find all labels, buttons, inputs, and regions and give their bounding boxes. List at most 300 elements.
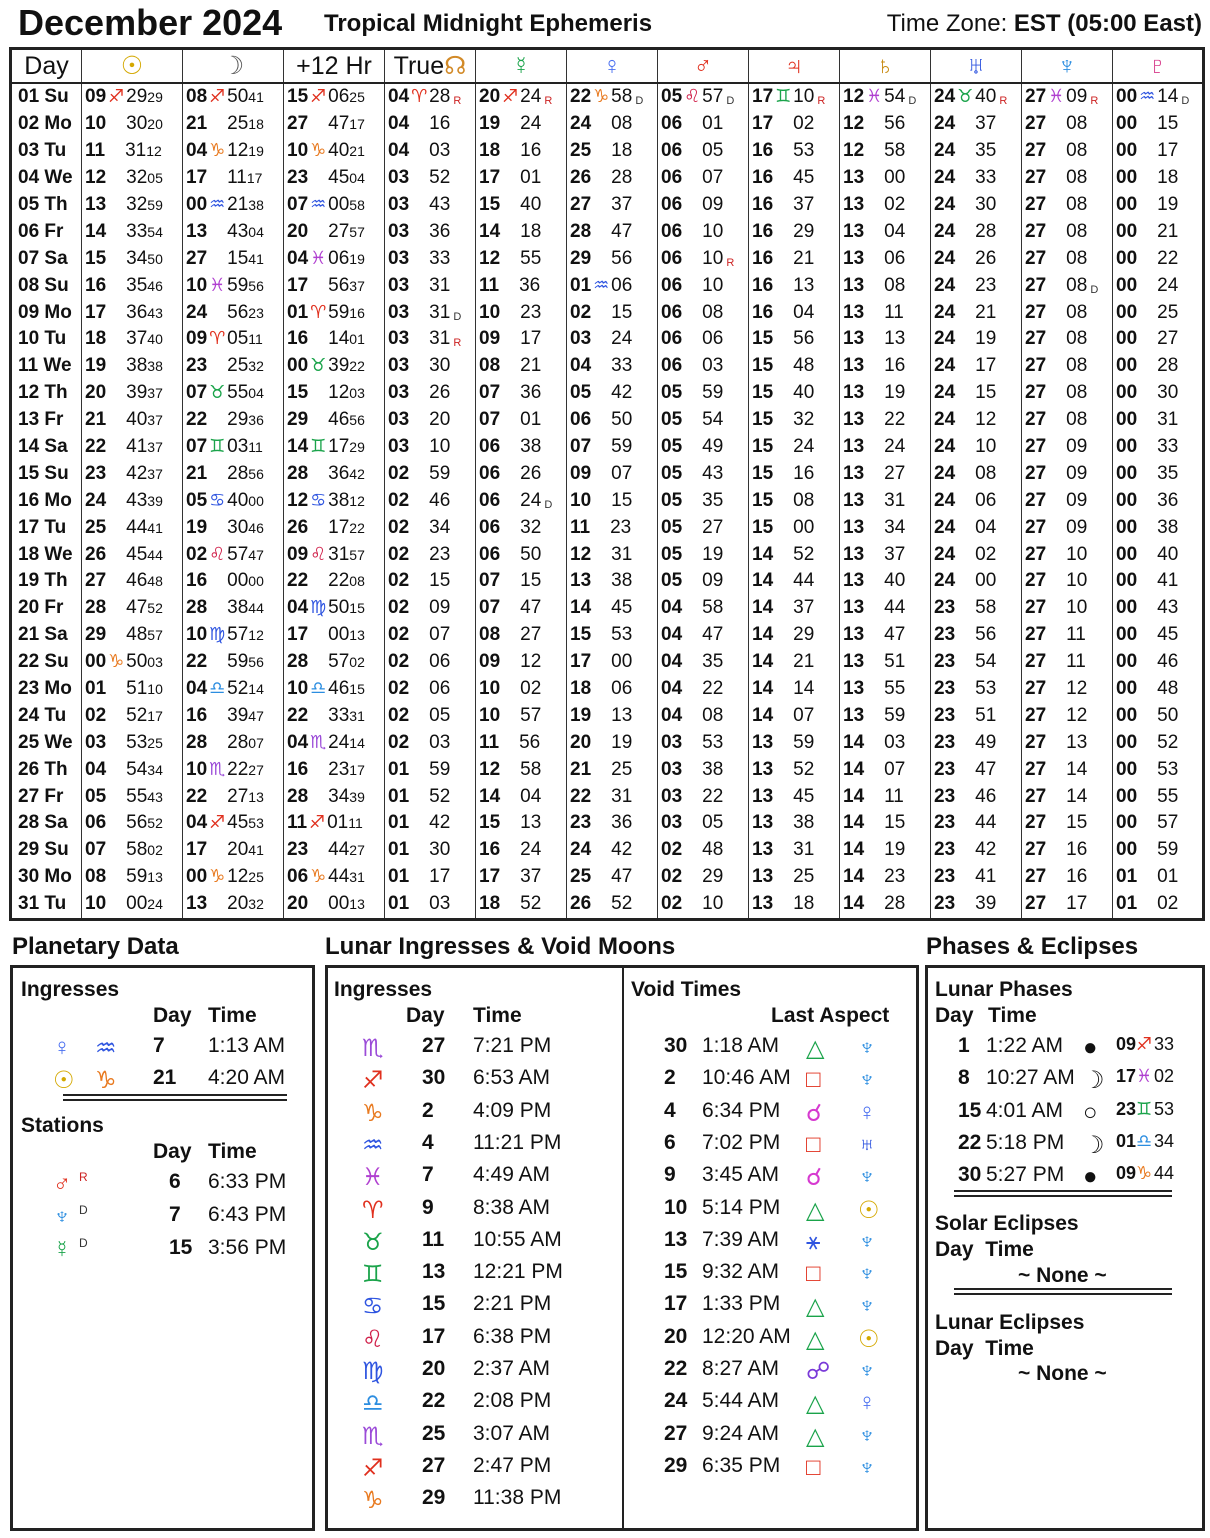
minute-value: 43 xyxy=(429,194,451,215)
divider xyxy=(622,968,624,1528)
table-cell xyxy=(840,434,931,461)
minute-value: 35 xyxy=(126,274,148,296)
minute-value: 34 xyxy=(126,247,148,269)
degree-value: 05 xyxy=(661,382,683,404)
table-cell xyxy=(82,138,183,165)
minute-value: 41 xyxy=(126,436,148,458)
table-cell xyxy=(82,810,183,837)
minute-value: 24 xyxy=(520,489,542,511)
ingress-day: 7 xyxy=(153,1034,165,1057)
planet-icon: ♆ xyxy=(858,1034,876,1061)
table-cell xyxy=(931,756,1022,783)
minute-value: 52 xyxy=(793,758,815,780)
minute-value: 02 xyxy=(975,543,997,565)
table-cell xyxy=(1113,380,1204,407)
minute-value: 24 xyxy=(328,731,350,753)
sign-glyph: ♒ xyxy=(209,194,226,214)
table-cell xyxy=(1113,541,1204,568)
moon-phase-icon: ○ xyxy=(1083,1098,1098,1126)
second-value: 03 xyxy=(349,385,365,402)
minute-value: 14 xyxy=(1066,785,1088,807)
table-cell xyxy=(658,138,749,165)
second-value: 10 xyxy=(147,681,163,698)
minute-value: 44 xyxy=(793,570,815,592)
table-cell xyxy=(183,676,284,703)
minute-value: 17 xyxy=(429,866,451,888)
second-value: 52 xyxy=(147,815,163,832)
degree-value: 16 xyxy=(752,167,774,189)
table-cell xyxy=(749,891,840,919)
table-cell xyxy=(1022,622,1113,649)
degree-value: 05 xyxy=(661,86,683,108)
minute-value: 09 xyxy=(429,597,451,619)
table-row xyxy=(11,138,1204,165)
minute-value: 09 xyxy=(1066,436,1088,458)
degree-value: 25 xyxy=(570,140,592,162)
table-cell xyxy=(82,595,183,622)
second-value: 41 xyxy=(147,519,163,536)
table-cell xyxy=(385,192,476,219)
void-time: 8:27 AM xyxy=(702,1357,780,1380)
degree-value: 27 xyxy=(1025,624,1047,646)
page-subtitle: Tropical Midnight Ephemeris xyxy=(324,10,653,37)
second-value: 13 xyxy=(248,788,264,805)
table-cell xyxy=(1022,218,1113,245)
ingress-time: 11:21 PM xyxy=(473,1130,562,1154)
table-cell xyxy=(658,272,749,299)
table-cell xyxy=(183,649,284,676)
direct-flag: D xyxy=(1087,283,1099,296)
minute-value: 24 xyxy=(520,839,542,861)
table-cell: 13 Fr xyxy=(18,409,64,431)
degree-value: 00 xyxy=(1116,462,1138,484)
minute-value: 59 xyxy=(328,301,350,323)
table-cell: 12 Th xyxy=(18,382,68,404)
minute-value: 30 xyxy=(1157,382,1179,404)
second-value: 57 xyxy=(147,627,163,644)
minute-value: 25 xyxy=(611,758,633,780)
degree-value: 27 xyxy=(1025,812,1047,834)
table-cell xyxy=(1113,783,1204,810)
station-time: 3:56 PM xyxy=(208,1236,287,1259)
table-cell xyxy=(658,218,749,245)
sign-glyph: ♊ xyxy=(209,436,226,457)
minute-value: 53 xyxy=(793,140,815,162)
degree-value: 02 xyxy=(661,893,683,915)
minute-value: 39 xyxy=(328,355,350,377)
table-cell xyxy=(1113,353,1204,380)
degree-value: 16 xyxy=(287,328,309,350)
minute-value: 04 xyxy=(793,301,815,323)
minute-value: 38 xyxy=(793,812,815,834)
lunar-ecl-time-label: Time xyxy=(985,1337,1034,1360)
table-cell xyxy=(385,380,476,407)
second-value: 11 xyxy=(348,815,363,832)
second-value: 32 xyxy=(248,896,264,913)
stations-time-label: Time xyxy=(208,1140,257,1163)
table-cell xyxy=(284,568,385,595)
table-cell xyxy=(567,165,658,192)
degree-value: 24 xyxy=(934,167,956,189)
planet-icon: ♅ xyxy=(858,1130,876,1158)
phase-time: 4:01 AM xyxy=(986,1098,1064,1122)
minute-value: 33 xyxy=(1157,436,1179,458)
sign-glyph: ♐ xyxy=(209,812,226,833)
minute-value: 22 xyxy=(702,678,724,700)
minute-value: 50 xyxy=(611,409,633,431)
minute-value: 09 xyxy=(1066,489,1088,511)
degree-value: 00 xyxy=(1116,194,1138,215)
minute-value: 10 xyxy=(1066,597,1088,619)
second-value: 12 xyxy=(146,143,162,160)
minute-value: 23 xyxy=(429,543,451,565)
aspect-icon: △ xyxy=(806,1390,825,1418)
table-cell xyxy=(385,272,476,299)
degree-value: 27 xyxy=(1025,247,1047,269)
table-cell xyxy=(749,460,840,487)
minute-value: 47 xyxy=(520,597,542,619)
degree-value: 23 xyxy=(934,731,956,753)
degree-value: 04 xyxy=(388,86,410,108)
minute-value: 24 xyxy=(793,436,815,458)
table-cell xyxy=(840,272,931,299)
table-cell xyxy=(1022,568,1113,595)
minute-value: 36 xyxy=(429,220,451,242)
station-flag: R xyxy=(79,1170,88,1184)
minute-value: 00 xyxy=(126,893,148,915)
table-cell xyxy=(476,514,567,541)
degree-value: 00 xyxy=(1116,731,1138,753)
degree-value: 03 xyxy=(388,247,410,269)
degree-value: 15 xyxy=(479,812,501,834)
minute-value: 27 xyxy=(1157,328,1179,350)
minute-value: 48 xyxy=(793,355,815,377)
minute-value: 34 xyxy=(884,516,906,538)
degree-value: 27 xyxy=(1025,328,1047,350)
minute-value: 50 xyxy=(1157,704,1179,726)
minute-value: 55 xyxy=(126,785,148,807)
degree-value: 13 xyxy=(186,893,208,915)
minute-value: 50 xyxy=(126,651,148,673)
degree-value: 13 xyxy=(570,570,592,592)
ingress-time: 4:09 PM xyxy=(473,1098,552,1122)
table-cell xyxy=(658,756,749,783)
table-cell xyxy=(749,837,840,864)
table-cell xyxy=(284,622,385,649)
void-day: 13 xyxy=(664,1227,688,1251)
second-value: 16 xyxy=(349,304,365,321)
degree-value: 05 xyxy=(661,462,683,484)
degree-value: 03 xyxy=(661,758,683,780)
aspect-icon: △ xyxy=(806,1293,825,1321)
second-value: 57 xyxy=(349,546,365,563)
degree-value: 23 xyxy=(287,167,309,189)
table-cell xyxy=(1113,245,1204,272)
degree-value: 27 xyxy=(1025,436,1047,458)
minute-value: 27 xyxy=(702,516,724,538)
degree-value: 15 xyxy=(752,355,774,377)
table-cell xyxy=(385,756,476,783)
minute-value: 28 xyxy=(611,167,633,189)
degree-value: 29 xyxy=(287,409,309,431)
degree-value: 13 xyxy=(843,462,865,484)
degree-value: 20 xyxy=(85,382,107,404)
degree-value: 14 xyxy=(752,704,774,726)
phase-degree: 09 xyxy=(1116,1034,1137,1054)
degree-value: 00 xyxy=(1116,409,1138,431)
degree-value: 23 xyxy=(934,651,956,673)
table-cell xyxy=(658,299,749,326)
sign-glyph: ♊ xyxy=(775,86,792,107)
table-cell xyxy=(284,138,385,165)
degree-value: 10 xyxy=(186,624,208,646)
degree-value: 27 xyxy=(1025,355,1047,377)
table-cell xyxy=(658,192,749,219)
minute-value: 32 xyxy=(126,194,148,215)
table-cell xyxy=(385,514,476,541)
table-row xyxy=(11,810,1204,837)
table-cell xyxy=(82,891,183,919)
void-day: 24 xyxy=(664,1389,688,1413)
table-cell: 06 Fr xyxy=(18,220,64,242)
sign-icon: ♓ xyxy=(1136,1066,1153,1087)
table-cell: 08 Su xyxy=(18,274,69,296)
tz-label: Time Zone: xyxy=(886,10,1008,37)
minute-value: 52 xyxy=(429,785,451,807)
table-cell xyxy=(385,165,476,192)
degree-value: 04 xyxy=(186,812,208,834)
degree-value: 09 xyxy=(186,328,208,350)
void-time: 9:32 AM xyxy=(702,1260,780,1284)
degree-value: 00 xyxy=(1116,839,1138,861)
second-value: 19 xyxy=(349,250,365,267)
sign-glyph: ♒ xyxy=(593,274,610,295)
second-value: 39 xyxy=(349,788,365,805)
degree-value: 00 xyxy=(1116,247,1138,269)
degree-value: 15 xyxy=(752,436,774,458)
second-value: 04 xyxy=(349,170,365,187)
degree-value: 20 xyxy=(287,893,309,915)
degree-value: 24 xyxy=(934,140,956,162)
page-header xyxy=(14,0,1206,44)
sign-icon: ♒ xyxy=(95,1035,117,1062)
degree-value: 17 xyxy=(287,624,309,646)
planet-icon: ☿ xyxy=(53,1236,71,1263)
degree-value: 23 xyxy=(85,462,107,484)
table-cell: 31 Tu xyxy=(18,893,67,915)
table-cell xyxy=(1022,514,1113,541)
minute-value: 23 xyxy=(610,516,632,538)
table-row xyxy=(11,434,1204,461)
degree-value: 03 xyxy=(388,328,410,350)
ingress-time: 3:07 AM xyxy=(473,1421,551,1445)
table-cell: 29 Su xyxy=(18,839,69,861)
degree-value: 08 xyxy=(186,86,208,108)
minute-value: 27 xyxy=(520,624,542,646)
minute-value: 08 xyxy=(1066,328,1088,350)
second-value: 38 xyxy=(147,358,163,375)
degree-value: 23 xyxy=(934,704,956,726)
minute-value: 16 xyxy=(1066,839,1088,861)
minute-value: 31 xyxy=(429,328,451,350)
tz-code: EST xyxy=(1013,10,1061,37)
planet-icon: ♆ xyxy=(858,1163,876,1191)
aspect-icon: □ xyxy=(806,1130,821,1158)
degree-value: 16 xyxy=(287,758,309,780)
second-value: 47 xyxy=(248,707,264,724)
table-cell xyxy=(931,434,1022,461)
table-cell xyxy=(658,891,749,919)
table-cell: 07 Sa xyxy=(18,247,68,269)
degree-value: 15 xyxy=(287,86,309,108)
table-cell: 19 Th xyxy=(18,570,68,592)
degree-value: 27 xyxy=(1025,167,1047,189)
table-cell: 04 We xyxy=(18,167,73,189)
degree-value: 13 xyxy=(752,731,774,753)
degree-value: 24 xyxy=(934,462,956,484)
column-header: ♆ xyxy=(1022,49,1113,84)
minute-value: 35 xyxy=(702,651,724,673)
sign-glyph: ♉ xyxy=(209,382,226,403)
table-cell xyxy=(658,595,749,622)
degree-value: 21 xyxy=(85,409,107,431)
degree-value: 23 xyxy=(287,839,309,861)
table-cell xyxy=(840,514,931,541)
second-value: 03 xyxy=(147,654,163,671)
table-cell xyxy=(284,218,385,245)
degree-value: 23 xyxy=(186,355,208,377)
minute-value: 37 xyxy=(884,543,906,565)
degree-value: 04 xyxy=(388,140,410,162)
minute-value: 53 xyxy=(702,731,724,753)
ingress-time: 8:38 AM xyxy=(473,1195,551,1219)
table-cell xyxy=(385,245,476,272)
table-cell: 01 Su xyxy=(18,86,69,108)
minute-value: 06 xyxy=(429,651,451,673)
ingress-day: 29 xyxy=(422,1486,446,1510)
table-cell xyxy=(82,407,183,434)
degree-value: 22 xyxy=(570,785,592,807)
table-cell xyxy=(840,245,931,272)
minute-value: 07 xyxy=(884,758,906,780)
minute-value: 12 xyxy=(227,140,249,162)
table-cell xyxy=(476,756,567,783)
sign-icon: ♐ xyxy=(1136,1034,1153,1054)
table-cell xyxy=(567,326,658,353)
table-cell xyxy=(183,810,284,837)
degree-value: 15 xyxy=(752,328,774,350)
phase-day: 15 xyxy=(958,1098,982,1122)
second-value: 25 xyxy=(248,869,264,886)
table-cell xyxy=(840,111,931,138)
minute-value: 34 xyxy=(328,785,350,807)
table-cell xyxy=(476,810,567,837)
minute-value: 07 xyxy=(611,462,633,484)
table-cell xyxy=(82,783,183,810)
table-cell xyxy=(284,460,385,487)
minute-value: 08 xyxy=(975,462,997,484)
table-cell xyxy=(931,299,1022,326)
retrograde-flag: R xyxy=(450,337,462,350)
void-day: 29 xyxy=(664,1453,688,1477)
degree-value: 05 xyxy=(661,436,683,458)
aspect-icon: △ xyxy=(806,1325,825,1353)
degree-value: 00 xyxy=(1116,597,1138,619)
table-cell xyxy=(1113,138,1204,165)
table-cell xyxy=(1022,111,1113,138)
sign-glyph: ♌ xyxy=(684,86,701,107)
table-cell xyxy=(476,676,567,703)
second-value: 04 xyxy=(248,223,264,240)
minute-value: 28 xyxy=(975,220,997,242)
table-cell xyxy=(931,245,1022,272)
degree-value: 27 xyxy=(1025,785,1047,807)
table-cell xyxy=(284,353,385,380)
table-cell xyxy=(476,83,567,111)
sign-icon: ♎ xyxy=(1136,1130,1153,1151)
table-cell xyxy=(183,218,284,245)
degree-value: 06 xyxy=(479,489,501,511)
degree-value: 04 xyxy=(287,731,309,753)
station-flag: D xyxy=(79,1203,88,1217)
phase-day: 1 xyxy=(958,1034,970,1057)
table-cell xyxy=(749,676,840,703)
second-value: 57 xyxy=(349,223,365,240)
second-value: 46 xyxy=(147,277,163,294)
table-cell xyxy=(476,864,567,891)
degree-value: 27 xyxy=(287,113,309,135)
minute-value: 52 xyxy=(1157,731,1179,753)
lunar-day-label: Day xyxy=(406,1004,445,1027)
void-day: 10 xyxy=(664,1195,688,1219)
minute-value: 51 xyxy=(126,678,148,700)
degree-value: 20 xyxy=(479,86,501,108)
degree-value: 13 xyxy=(85,194,107,215)
degree-value: 23 xyxy=(934,812,956,834)
minute-value: 17 xyxy=(328,516,350,538)
table-cell xyxy=(567,541,658,568)
second-value: 20 xyxy=(147,116,163,133)
degree-value: 27 xyxy=(1025,194,1047,215)
minute-value: 51 xyxy=(884,651,906,673)
degree-value: 12 xyxy=(570,543,592,565)
column-header: True☊ xyxy=(385,49,476,84)
void-time: 9:24 AM xyxy=(702,1421,780,1445)
degree-value: 00 xyxy=(1116,651,1138,673)
degree-value: 13 xyxy=(752,785,774,807)
second-value: 02 xyxy=(147,842,163,859)
table-cell xyxy=(658,514,749,541)
ingress-day: 4 xyxy=(422,1130,434,1154)
column-header: +12 Hr xyxy=(284,49,385,84)
solar-day-time-label xyxy=(935,1238,1034,1262)
minute-value: 21 xyxy=(1157,220,1179,242)
table-cell xyxy=(567,434,658,461)
minute-value: 06 xyxy=(611,274,633,296)
table-cell xyxy=(567,649,658,676)
direct-flag: D xyxy=(1178,95,1190,108)
minute-value: 35 xyxy=(975,140,997,162)
table-cell xyxy=(567,111,658,138)
table-cell xyxy=(284,514,385,541)
minute-value: 37 xyxy=(793,194,815,215)
degree-value: 23 xyxy=(934,678,956,700)
minute-value: 31 xyxy=(429,274,451,296)
degree-value: 00 xyxy=(1116,489,1138,511)
degree-value: 06 xyxy=(85,812,107,834)
lunar-ecl-day-time-label xyxy=(935,1337,1034,1361)
sign-glyph: ♏ xyxy=(209,758,226,779)
